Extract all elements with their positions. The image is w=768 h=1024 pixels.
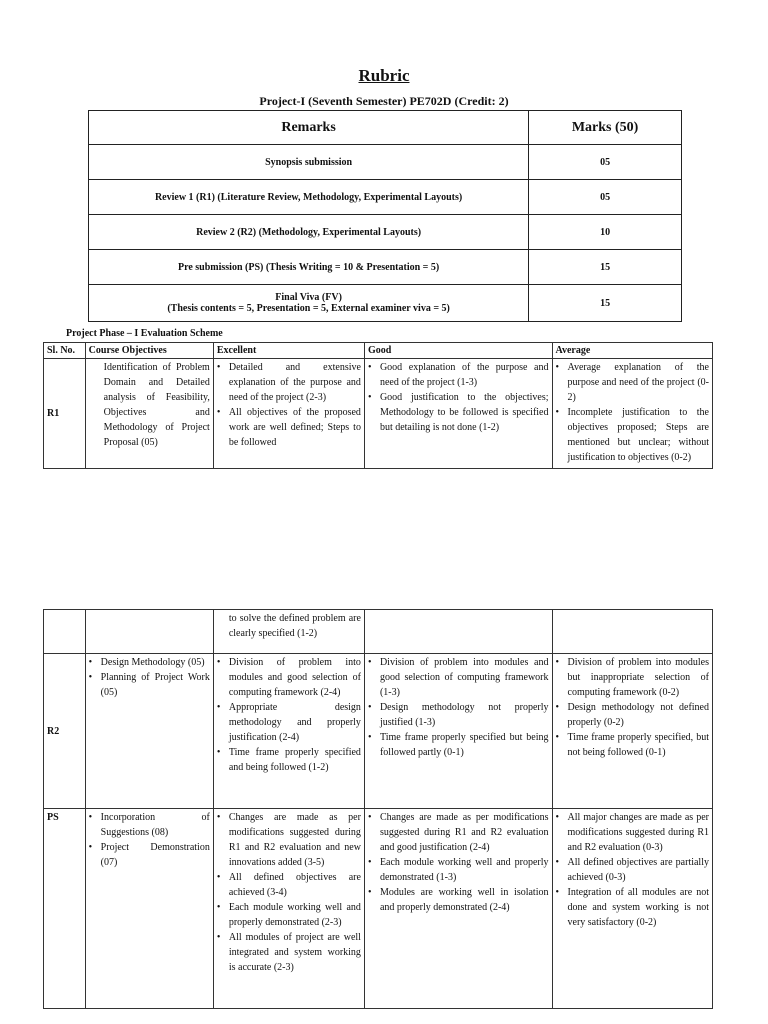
table-row [44, 610, 713, 654]
list-item: • All modules of project are well integrated and system working is accurate (2-3) [217, 930, 361, 975]
marks-row [89, 215, 682, 250]
page-title: Rubric [358, 66, 410, 85]
list-item: • Appropriate design methodology and properly justification (2-4) [217, 700, 361, 745]
list-item: • Each module working well and properly demonstrated (2-3) [217, 900, 361, 930]
list-item: • All major changes are made as per modifications suggested during R1 and R2 evaluation (0-3) [556, 810, 710, 855]
page-subtitle: Project-I (Seventh Semester) PE702D (Credit: 2) [259, 94, 509, 108]
remark-cell [89, 285, 529, 322]
list-item: • Design Methodology (05) [89, 655, 210, 670]
remark-line: (Thesis contents = 5, Presentation = 5, External examiner viva = 5) [167, 303, 450, 314]
marks-cell: 05 [529, 145, 682, 180]
sl-no-cell: PS [44, 809, 86, 1009]
marks-cell: 15 [529, 285, 682, 322]
table-row [44, 654, 713, 809]
list-item: • Good explanation of the purpose and need of the project (1-3) [368, 360, 549, 390]
marks-table [88, 110, 682, 322]
list-item: • Time frame properly specified and being followed (1-2) [217, 745, 361, 775]
list-item: • Detailed and extensive explanation of the purpose and need of the project (2-3) [217, 360, 361, 405]
evaluation-header-row [44, 343, 713, 359]
average-cell [552, 359, 713, 469]
average-header: Average [552, 343, 713, 359]
sl-no-cell: R2 [44, 654, 86, 809]
remarks-header: Remarks [89, 111, 529, 145]
sl-no-cell: R1 [44, 359, 86, 469]
remark-cell: Review 2 (R2) (Methodology, Experimental Layouts) [89, 215, 529, 250]
list-item: • Division of problem into modules but inappropriate selection of computing framework (0-2) [556, 655, 710, 700]
marks-row [89, 145, 682, 180]
marks-header: Marks (50) [529, 111, 682, 145]
list-item: • Division of problem into modules and good selection of computing framework (1-3) [368, 655, 549, 700]
remark-cell: Review 1 (R1) (Literature Review, Methodology, Experimental Layouts) [89, 180, 529, 215]
excellent-header: Excellent [213, 343, 364, 359]
list-item: • All defined objectives are achieved (3-4) [217, 870, 361, 900]
marks-cell: 05 [529, 180, 682, 215]
list-item: • Changes are made as per modifications suggested during R1 and R2 evaluation and good justification (2-4) [368, 810, 549, 855]
good-header: Good [364, 343, 552, 359]
remark-line: Final Viva (FV) [275, 292, 342, 303]
list-item: • All defined objectives are partially achieved (0-3) [556, 855, 710, 885]
good-cell [364, 809, 552, 1009]
sl-no-cell [44, 610, 86, 654]
list-item: • Division of problem into modules and good selection of computing framework (2-4) [217, 655, 361, 700]
marks-table-header [89, 111, 682, 145]
marks-row [89, 180, 682, 215]
good-cell [364, 359, 552, 469]
table-row [44, 359, 713, 469]
list-item: • Changes are made as per modifications suggested during R1 and R2 evaluation and new innovations added (3-5) [217, 810, 361, 870]
marks-cell: 15 [529, 250, 682, 285]
course-objective-cell [85, 610, 213, 654]
excellent-cell [213, 359, 364, 469]
table-row [44, 809, 713, 1009]
good-cell [364, 654, 552, 809]
remark-cell: Pre submission (PS) (Thesis Writing = 10 & Presentation = 5) [89, 250, 529, 285]
phase-title: Project Phase – I Evaluation Scheme [66, 328, 223, 339]
course-objective-cell [85, 809, 213, 1009]
excellent-cell [213, 809, 364, 1009]
list-item: • Integration of all modules are not done and system working is not very satisfactory (0-2) [556, 885, 710, 930]
list-item: • Each module working well and properly demonstrated (1-3) [368, 855, 549, 885]
marks-cell: 10 [529, 215, 682, 250]
average-cell [552, 809, 713, 1009]
list-item: • Time frame properly specified but being followed partly (0-1) [368, 730, 549, 760]
list-item: • All objectives of the proposed work are well defined; Steps to be followed [217, 405, 361, 450]
list-item: • Incomplete justification to the objectives proposed; Steps are mentioned but unclear; without justification to objectives (0-2) [556, 405, 710, 465]
list-item: • Planning of Project Work (05) [89, 670, 210, 700]
list-item: • Design methodology not defined properly (0-2) [556, 700, 710, 730]
list-item: • Project Demonstration (07) [89, 840, 210, 870]
list-item: • Incorporation of Suggestions (08) [89, 810, 210, 840]
course-objective-cell: Identification of Problem Domain and Detailed analysis of Feasibility, Objectives and Methodology of Project Proposal (05) [85, 359, 213, 469]
average-cell [552, 654, 713, 809]
list-item: • Design methodology not properly justified (1-3) [368, 700, 549, 730]
marks-row [89, 285, 682, 322]
course-objectives-header: Course Objectives [85, 343, 213, 359]
list-item: • Modules are working well in isolation and properly demonstrated (2-4) [368, 885, 549, 915]
excellent-cell: to solve the defined problem are clearly specified (1-2) [213, 610, 364, 654]
average-cell [552, 610, 713, 654]
evaluation-table-continued [43, 609, 713, 1009]
evaluation-table [43, 342, 713, 469]
good-cell [364, 610, 552, 654]
sl-no-header: Sl. No. [44, 343, 86, 359]
list-item: • Good justification to the objectives; Methodology to be followed is specified but detailing is not done (1-2) [368, 390, 549, 435]
list-item: • Time frame properly specified, but not being followed (0-1) [556, 730, 710, 760]
excellent-cell [213, 654, 364, 809]
remark-cell: Synopsis submission [89, 145, 529, 180]
list-item: • Average explanation of the purpose and need of the project (0-2) [556, 360, 710, 405]
course-objective-cell [85, 654, 213, 809]
marks-row [89, 250, 682, 285]
